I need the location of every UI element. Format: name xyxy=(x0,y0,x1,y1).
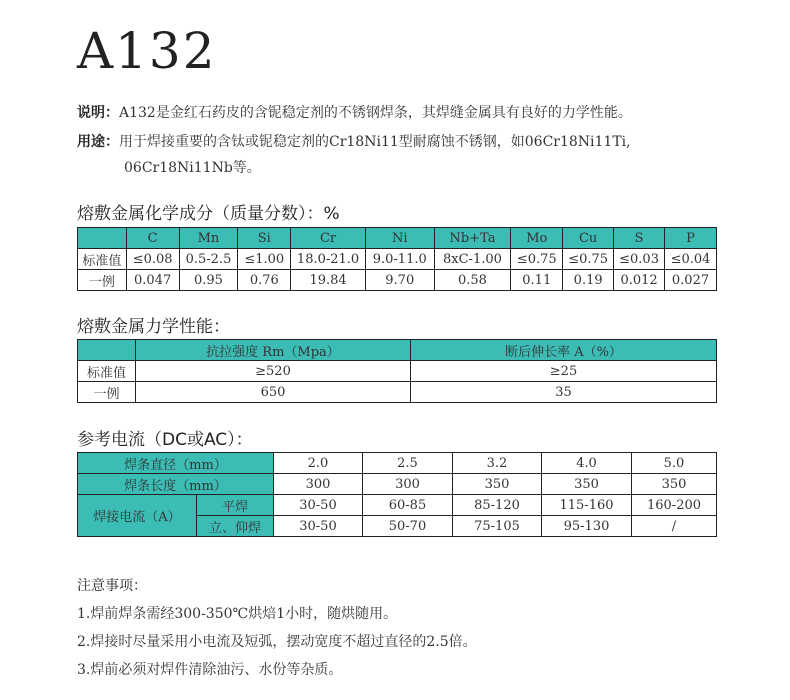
length-label: 焊条长度（mm） xyxy=(78,474,274,495)
flat-cell: 85-120 xyxy=(453,495,542,516)
chem-cell: 9.70 xyxy=(365,270,434,291)
chem-cell: 一例 xyxy=(78,270,127,291)
note-item: 2.焊接时尽量采用小电流及短弧，摆动宽度不超过直径的2.5倍。 xyxy=(77,634,477,650)
chem-cell: 18.0-21.0 xyxy=(291,249,366,270)
mech-table xyxy=(77,339,717,403)
note-item: 3.焊前必须对焊件清除油污、水份等杂质。 xyxy=(77,662,343,678)
chem-header-cell: Si xyxy=(238,228,291,249)
flat-cell: 60-85 xyxy=(363,495,453,516)
chem-cell: 0.012 xyxy=(614,270,665,291)
mech-cell: 35 xyxy=(411,382,717,403)
notes-heading: 注意事项： xyxy=(77,578,147,594)
chem-cell: 0.58 xyxy=(434,270,511,291)
mech-header-cell xyxy=(78,340,136,361)
mech-header-row xyxy=(78,340,717,361)
mech-row-standard xyxy=(78,361,717,382)
mech-heading: 熔敷金属力学性能： xyxy=(77,317,230,337)
mech-row-example xyxy=(78,382,717,403)
chem-header-row xyxy=(78,228,717,249)
chem-cell: 0.19 xyxy=(563,270,614,291)
chem-cell: ≤0.08 xyxy=(126,249,179,270)
product-title: A132 xyxy=(77,22,217,80)
chem-header-cell: Nb+Ta xyxy=(434,228,511,249)
chem-cell: 0.5-2.5 xyxy=(179,249,238,270)
diameter-cell: 5.0 xyxy=(632,453,717,474)
flat-current-row xyxy=(78,495,717,516)
chem-cell: 0.027 xyxy=(665,270,717,291)
vertical-cell: 50-70 xyxy=(363,516,453,537)
mech-cell: 标准值 xyxy=(78,361,136,382)
chem-cell: 标准值 xyxy=(78,249,127,270)
length-row xyxy=(78,474,717,495)
chem-table xyxy=(77,227,717,291)
current-heading: 参考电流（DC或AC）： xyxy=(77,430,253,450)
diameter-cell: 2.5 xyxy=(363,453,453,474)
chem-cell: 8xC-1.00 xyxy=(434,249,511,270)
length-cell: 350 xyxy=(542,474,632,495)
chem-cell: 0.76 xyxy=(238,270,291,291)
chem-row-example xyxy=(78,270,717,291)
diameter-cell: 3.2 xyxy=(453,453,542,474)
vertical-cell: 75-105 xyxy=(453,516,542,537)
mech-header-cell: 抗拉强度 Rm（Mpa） xyxy=(136,340,411,361)
description-line xyxy=(77,102,632,122)
chem-header-cell xyxy=(78,228,127,249)
vertical-cell: 30-50 xyxy=(274,516,363,537)
chem-cell: ≤0.75 xyxy=(511,249,563,270)
flat-cell: 30-50 xyxy=(274,495,363,516)
chem-cell: 0.047 xyxy=(126,270,179,291)
chem-cell: ≤1.00 xyxy=(238,249,291,270)
chem-cell: ≤0.75 xyxy=(563,249,614,270)
mech-cell: ≥520 xyxy=(136,361,411,382)
chem-cell: 9.0-11.0 xyxy=(365,249,434,270)
chem-heading: 熔敷金属化学成分（质量分数）：% xyxy=(77,204,340,224)
chem-header-cell: Ni xyxy=(365,228,434,249)
description-text: A132是金红石药皮的含铌稳定剂的不锈钢焊条，其焊缝金属具有良好的力学性能。 xyxy=(119,105,632,121)
chem-cell: 19.84 xyxy=(291,270,366,291)
length-cell: 300 xyxy=(274,474,363,495)
chem-row-standard xyxy=(78,249,717,270)
usage-text-line1: 用于焊接重要的含钛或铌稳定剂的Cr18Ni11型耐腐蚀不锈钢，如06Cr18Ni11Ti, xyxy=(119,134,631,150)
description-label: 说明： xyxy=(77,105,119,121)
chem-header-cell: S xyxy=(614,228,665,249)
chem-cell: ≤0.04 xyxy=(665,249,717,270)
vertical-cell: / xyxy=(632,516,717,537)
chem-cell: 0.95 xyxy=(179,270,238,291)
vertical-cell: 95-130 xyxy=(542,516,632,537)
chem-cell: ≤0.03 xyxy=(614,249,665,270)
chem-header-cell: P xyxy=(665,228,717,249)
length-cell: 350 xyxy=(453,474,542,495)
mech-cell: 一例 xyxy=(78,382,136,403)
mech-cell: 650 xyxy=(136,382,411,403)
chem-header-cell: Cu xyxy=(563,228,614,249)
vertical-label: 立、仰焊 xyxy=(197,516,274,537)
mech-header-cell: 断后伸长率 A（%） xyxy=(411,340,717,361)
welding-current-label: 焊接电流（A） xyxy=(78,495,197,537)
length-cell: 300 xyxy=(363,474,453,495)
flat-label: 平焊 xyxy=(197,495,274,516)
diameter-row xyxy=(78,453,717,474)
length-cell: 350 xyxy=(632,474,717,495)
usage-line xyxy=(77,131,631,151)
diameter-cell: 2.0 xyxy=(274,453,363,474)
chem-header-cell: Mn xyxy=(179,228,238,249)
diameter-label: 焊条直径（mm） xyxy=(78,453,274,474)
flat-cell: 160-200 xyxy=(632,495,717,516)
diameter-cell: 4.0 xyxy=(542,453,632,474)
chem-header-cell: Mo xyxy=(511,228,563,249)
usage-label: 用途： xyxy=(77,134,119,150)
chem-header-cell: C xyxy=(126,228,179,249)
mech-cell: ≥25 xyxy=(411,361,717,382)
usage-text-line2: 06Cr18Ni11Nb等。 xyxy=(124,160,261,176)
chem-cell: 0.11 xyxy=(511,270,563,291)
flat-cell: 115-160 xyxy=(542,495,632,516)
current-table xyxy=(77,452,717,537)
chem-header-cell: Cr xyxy=(291,228,366,249)
note-item: 1.焊前焊条需经300-350℃烘焙1小时，随烘随用。 xyxy=(77,606,398,622)
